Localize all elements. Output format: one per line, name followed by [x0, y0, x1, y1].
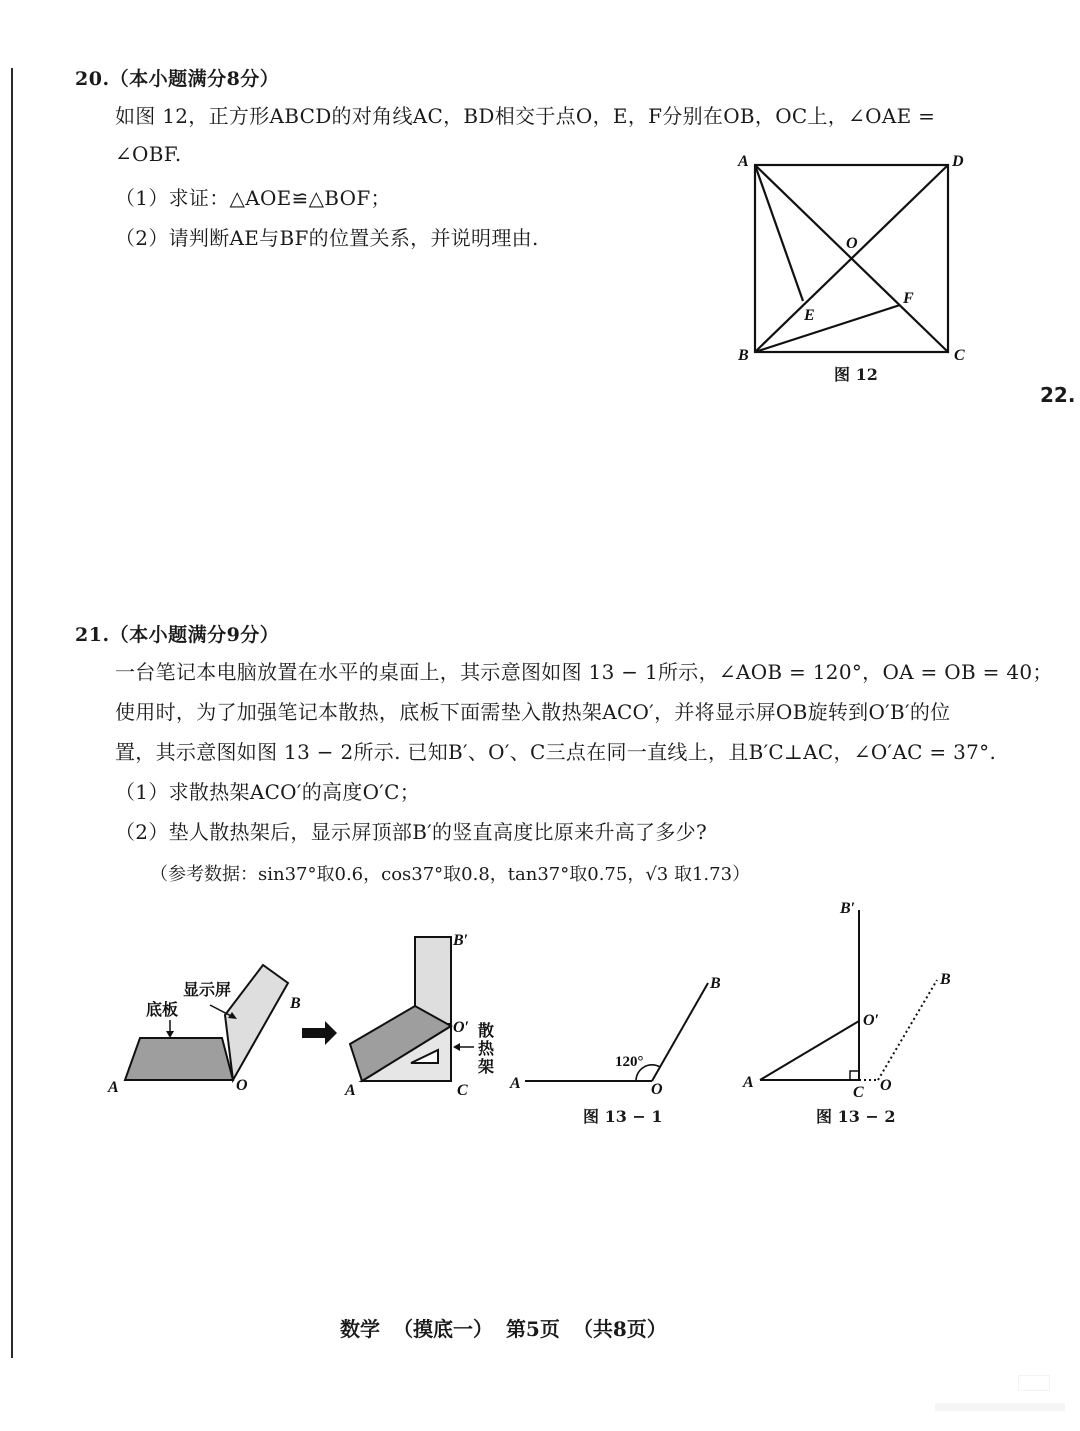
figure-13-1-diagram	[505, 970, 735, 1095]
q21-part2: （2）垫人散热架后，显示屏顶部B′的竖直高度比原来升高了多少?	[115, 820, 707, 844]
q20-number: 20.	[75, 68, 110, 90]
fig13-2-label-bprime: B′	[840, 900, 856, 917]
laptop-illustration	[100, 920, 520, 1110]
figure-12-square-diagram	[730, 148, 980, 388]
footer-page: 第5页	[505, 1317, 560, 1341]
fig13-2-label-o: O	[880, 1077, 892, 1094]
illus-label-screen: 显示屏	[183, 980, 232, 999]
q21-number: 21.	[75, 624, 110, 646]
fig13-2-label-oprime: O′	[863, 1012, 880, 1029]
illus-label-base: 底板	[146, 1000, 179, 1019]
illus-label-stand-3: 架	[478, 1057, 495, 1076]
fig13-2-label-c: C	[853, 1084, 864, 1101]
q21-part1: （1）求散热架ACO′的高度O′C；	[115, 780, 421, 804]
fig13-2-label-a: A	[743, 1074, 754, 1091]
q20-part1: （1）求证：△AOE≌△BOF；	[115, 186, 391, 210]
illus-right-label-oprime: O′	[453, 1019, 470, 1036]
side-question-number: 22.	[1040, 383, 1076, 407]
figure-13-2-diagram	[740, 895, 970, 1105]
illus-label-stand-1: 散	[478, 1021, 495, 1040]
fig13-2-label-b: B	[940, 971, 951, 988]
fig12-label-a: A	[738, 153, 749, 170]
illus-left-label-a: A	[108, 1079, 119, 1096]
illus-label-stand-2: 热	[478, 1039, 495, 1058]
illus-right-label-bprime: B′	[453, 932, 469, 949]
fig12-label-c: C	[954, 347, 965, 364]
q21-stem-line1: 一台笔记本电脑放置在水平的桌面上，其示意图如图 13 − 1所示，∠AOB = 120°，OA = OB = 40；	[115, 660, 1053, 684]
q21-stem-line2: 使用时，为了加强笔记本散热，底板下面需垫入散热架ACO′，并将显示屏OB旋转到O′B′的位	[115, 700, 951, 724]
fig12-label-f: F	[903, 290, 914, 307]
q20-header	[75, 64, 279, 91]
illus-right-label-a: A	[345, 1082, 356, 1099]
fig12-label-b: B	[738, 347, 749, 364]
q21-reference-data: （参考数据：sin37°取0.6，cos37°取0.8，tan37°取0.75，√3 取1.73）	[150, 864, 751, 885]
figure-13-2-caption: 图 13 − 2	[816, 1107, 896, 1126]
fig12-label-d: D	[952, 153, 964, 170]
page-footer	[340, 1313, 667, 1342]
fig13-1-label-o: O	[651, 1081, 663, 1095]
figure-13-1-caption: 图 13 − 1	[583, 1107, 663, 1126]
illus-left-label-b: B	[290, 995, 301, 1012]
footer-total: （共8页）	[572, 1317, 667, 1341]
q20-part2: （2）请判断AE与BF的位置关系，并说明理由.	[115, 226, 539, 250]
q20-score: （本小题满分8分）	[109, 68, 280, 90]
fig13-1-label-a: A	[510, 1075, 521, 1092]
fig13-1-angle: 120°	[615, 1054, 644, 1070]
q20-stem-line2: ∠OBF.	[115, 142, 182, 166]
fig12-label-e: E	[804, 307, 815, 324]
illus-right-label-c: C	[457, 1082, 468, 1099]
faint-watermark	[935, 1375, 1065, 1415]
q21-header	[75, 620, 279, 647]
figure-12-caption: 图 12	[834, 365, 878, 384]
q21-stem-line3: 置，其示意图如图 13 − 2所示. 已知B′、O′、C三点在同一直线上，且B′C⊥AC，∠O′AC = 37°.	[115, 740, 997, 764]
fig13-1-label-b: B	[710, 975, 721, 992]
illus-left-label-o: O	[236, 1077, 248, 1094]
q20-stem-line1: 如图 12，正方形ABCD的对角线AC，BD相交于点O，E，F分别在OB，OC上，∠OAE =	[115, 104, 936, 128]
fig12-label-o: O	[846, 235, 858, 252]
binding-margin-line	[11, 68, 13, 1358]
q21-score: （本小题满分9分）	[109, 624, 280, 646]
footer-exam: （摸底一）	[392, 1317, 493, 1341]
footer-subject: 数学	[340, 1317, 380, 1341]
